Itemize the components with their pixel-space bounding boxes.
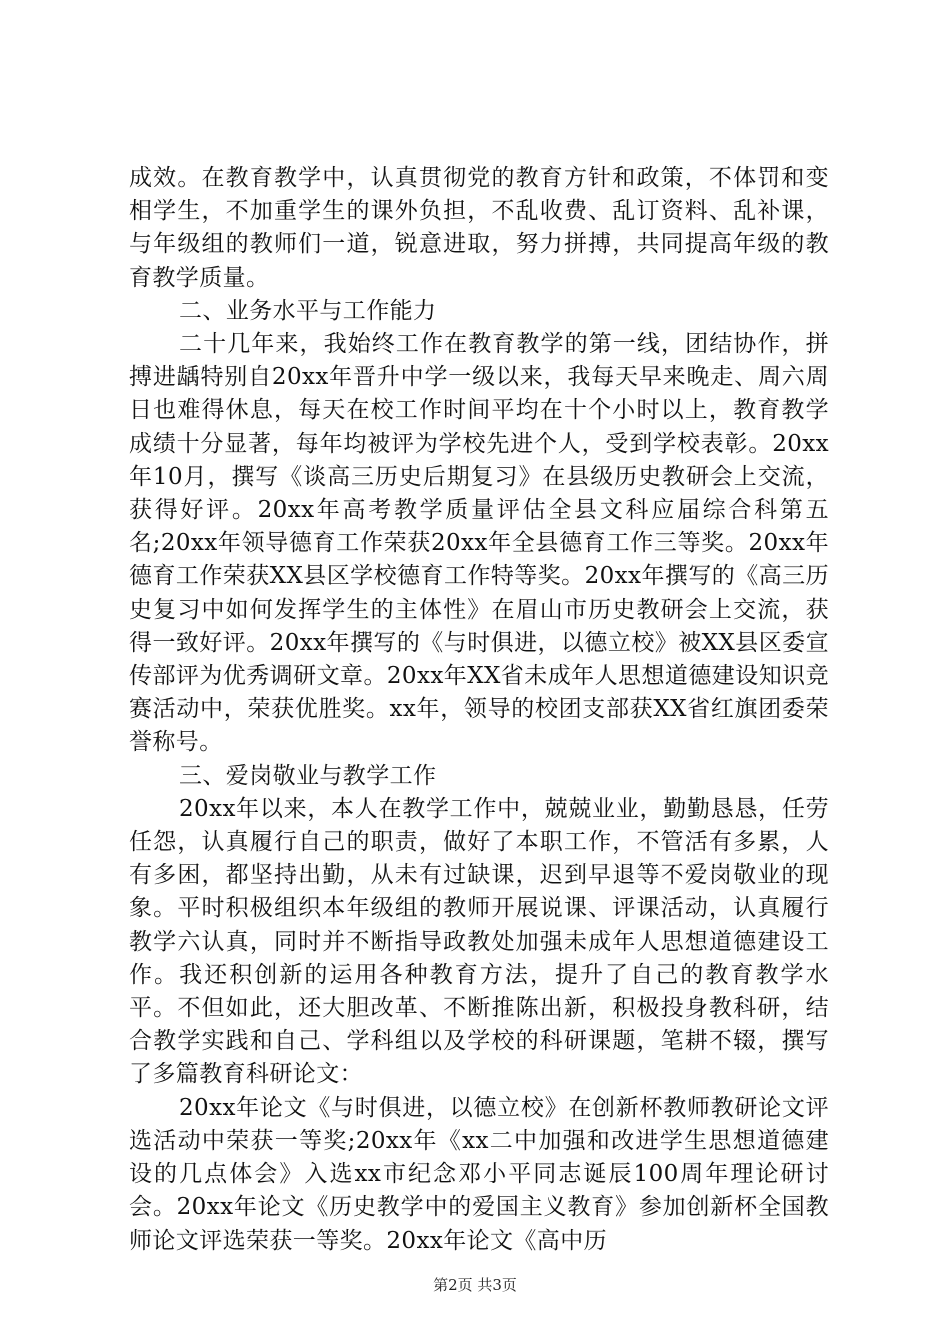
paragraph-business: 二十几年来，我始终工作在教育教学的第一线，团结协作，拼搏进龋特别自20xx年晋升中学一级以来，我每天早来晚走、周六周日也难得休息，每天在校工作时间平均在十个小时以上，教育教学成绩十分显著，每年均被评为学校先进个人，受到学校表彰。20xx年10月，撰写《谈高三历史后期复习》在县级历史教研会上交流，获得好评。20xx年高考教学质量评估全县文科应届综合科第五名;20xx年领导德育工作荣获20xx年全县德育工作三等奖。20xx年德育工作荣获XX县区学校德育工作特等奖。20xx年撰写的《高三历史复习中如何发挥学生的主体性》在眉山市历史教研会上交流，获得一致好评。20xx年撰写的《与时俱进，以德立校》被XX县区委宣传部评为优秀调研文章。20xx年XX省未成年人思想道德建设知识竞赛活动中，荣获优胜奖。xx年，领导的校团支部获XX省红旗团委荣誉称号。 xyxy=(129,331,829,756)
document-body xyxy=(129,162,829,1258)
section-heading-business: 二、业务水平与工作能力 xyxy=(179,297,437,324)
page-footer: 第2页 共3页 xyxy=(433,1276,517,1294)
section-heading-dedication: 三、爱岗敬业与教学工作 xyxy=(179,762,437,789)
paragraph-dedication: 20xx年以来，本人在教学工作中，兢兢业业，勤勤恳恳，任劳任怨，认真履行自己的职责，做好了本职工作，不管活有多累，人有多困，都坚持出勤，从未有过缺课，迟到早退等不爱岗敬业的现象。平时积极组织本年级组的教师开展说课、评课活动，认真履行教学六认真，同时并不断指导政教处加强未成年人思想道德建设工作。我还积创新的运用各种教育方法，提升了自己的教育教学水平。不但如此，还大胆改革、不断推陈出新，积极投身教科研，结合教学实践和自己、学科组以及学校的科研课题，笔耕不辍，撰写了多篇教育科研论文： xyxy=(129,795,829,1088)
paragraph-intro: 成效。在教育教学中，认真贯彻党的教育方针和政策，不体罚和变相学生，不加重学生的课外负担，不乱收费、乱订资料、乱补课，与年级组的教师们一道，锐意进取，努力拼搏，共同提高年级的教育教学质量。 xyxy=(129,165,829,291)
paragraph-papers: 20xx年论文《与时俱进，以德立校》在创新杯教师教研论文评选活动中荣获一等奖;20xx年《xx二中加强和改进学生思想道德建设的几点体会》入选xx市纪念邓小平同志诞辰100周年理论研讨会。20xx年论文《历史教学中的爱国主义教育》参加创新杯全国教师论文评选荣获一等奖。20xx年论文《高中历 xyxy=(129,1094,829,1254)
